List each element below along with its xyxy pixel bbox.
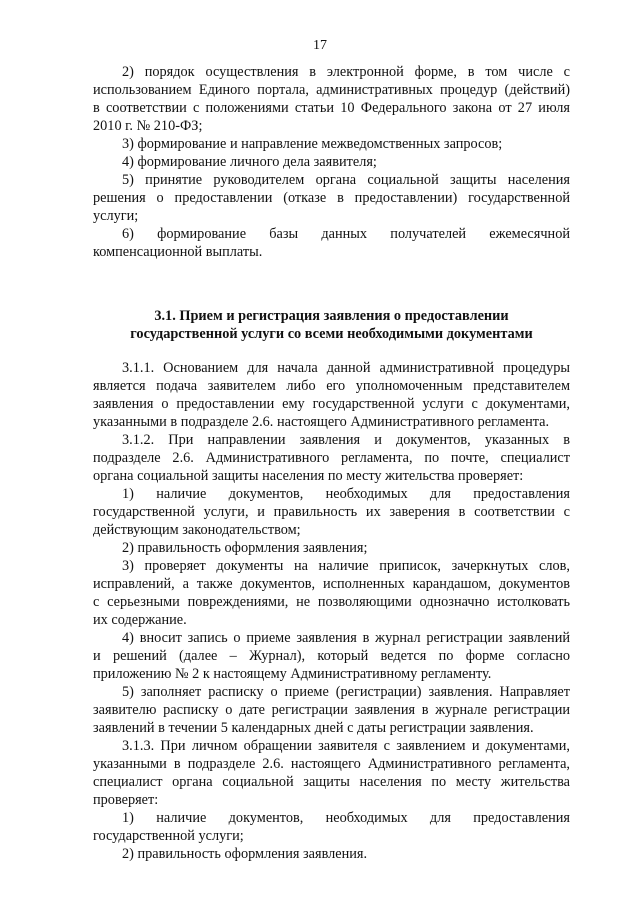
text-line: с серьезными повреждениями, не позволяющими однозначно истолковать	[93, 594, 570, 610]
text-line: указанными в подразделе 2.6. настоящего Административного регламента,	[93, 756, 570, 772]
text-line: 3.1.2. При направлении заявления и документов, указанных в	[122, 432, 570, 448]
text-line: является подача заявителем либо его уполномоченным представителем	[93, 378, 570, 394]
text-line: заявителю расписку о дате регистрации заявления в журнале регистрации	[93, 702, 570, 718]
text-line: 3.1.1. Основанием для начала данной административной процедуры	[122, 360, 570, 376]
text-line: 3.1.3. При личном обращении заявителя с заявлением и документами,	[122, 738, 570, 754]
text-line: специалист органа социальной защиты населения по месту жительства	[93, 774, 570, 790]
text-line: решения о предоставлении (отказе в предоставлении) государственной	[93, 190, 570, 206]
text-line: 1) наличие документов, необходимых для предоставления	[122, 810, 570, 826]
text-line: 3) проверяет документы на наличие приписок, зачеркнутых слов,	[122, 558, 570, 574]
text-line: государственной услуги;	[93, 828, 244, 844]
text-line: 1) наличие документов, необходимых для предоставления	[122, 486, 570, 502]
text-line: проверяет:	[93, 792, 159, 808]
text-line: указанными в подразделе 2.6. настоящего Административного регламента.	[93, 414, 550, 430]
section-heading: 3.1. Прием и регистрация заявления о предоставлении	[154, 308, 509, 324]
text-line: их содержание.	[93, 612, 187, 628]
text-line: 2010 г. № 210-ФЗ;	[93, 118, 203, 134]
text-line: использованием Единого портала, административных процедур (действий)	[93, 82, 570, 98]
text-line: исправлений, а также документов, исполненных карандашом, документов	[93, 576, 570, 592]
text-line: в соответствии с положениями статьи 10 Федерального закона от 27 июля	[93, 100, 570, 116]
text-line: 5) заполняет расписку о приеме (регистрации) заявления. Направляет	[122, 684, 570, 700]
text-line: 2) правильность оформления заявления.	[122, 846, 368, 862]
text-line: 5) принятие руководителем органа социальной защиты населения	[122, 172, 570, 188]
text-line: компенсационной выплаты.	[93, 244, 263, 260]
text-line: 4) вносит запись о приеме заявления в журнал регистрации заявлений	[122, 630, 570, 646]
text-line: 6) формирование базы данных получателей ежемесячной	[122, 226, 570, 242]
text-line: приложению № 2 к настоящему Административному регламенту.	[93, 666, 492, 682]
text-line: 4) формирование личного дела заявителя;	[122, 154, 377, 170]
text-line: 3) формирование и направление межведомственных запросов;	[122, 136, 503, 152]
text-line: услуги;	[93, 208, 139, 224]
section-heading: государственной услуги со всеми необходимыми документами	[130, 326, 533, 342]
text-line: органа социальной защиты населения по месту жительства проверяет:	[93, 468, 524, 484]
page-number: 17	[313, 38, 327, 53]
text-line: заявлений в течении 5 календарных дней с даты регистрации заявления.	[93, 720, 534, 736]
text-line: действующим законодательством;	[93, 522, 301, 538]
text-line: заявления о предоставлении ему государственной услуги с документами,	[93, 396, 570, 412]
text-line: государственной услуги, и правильность их заверения в соответствии с	[93, 504, 570, 520]
text-line: 2) правильность оформления заявления;	[122, 540, 368, 556]
text-line: и решений (далее – Журнал), который ведется по форме согласно	[93, 648, 570, 664]
text-line: подразделе 2.6. Административного регламента, по почте, специалист	[93, 450, 570, 466]
text-line: 2) порядок осуществления в электронной форме, в том числе с	[122, 64, 570, 80]
